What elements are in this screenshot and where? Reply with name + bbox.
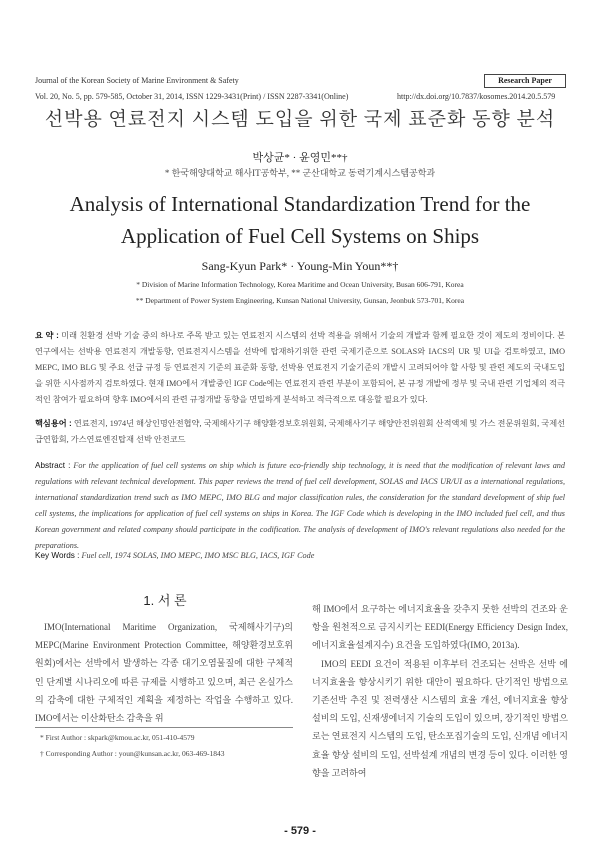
volume-info: Vol. 20, No. 5, pp. 579-585, October 31, 2014, ISSN 1229-3431(Print) / ISSN 2287-3341(Online) (35, 92, 349, 101)
keywords-en-label: Key Words : (35, 551, 80, 560)
keywords-kr-text: 연료전지, 1974년 해상인명안전협약, 국제해사기구 해양환경보호위원회, 국제해사기구 해양안전위원회 산적액체 및 가스 전문위원회, 국제선급연합회, 가스연료엔진탑재 선박 안전코드 (35, 419, 566, 444)
korean-affiliation: * 한국해양대학교 해사IT공학부, ** 군산대학교 동력기계시스템공학과 (164, 168, 436, 178)
right-paragraph-2: IMO의 EEDI 요건이 적용된 이후부터 건조되는 선박은 선박 에너지효율을 향상시키기 위한 대안이 필요하다. 단기적인 방법으로 기존선박 추진 및 전력생산 시스템의 효율 개선, 에너지효율 향상 설비의 도입, 신재생에너지 기술의 도입이 있으며, 장기적인 방법으로는 연료전지 시스템의 도입, 탄소포집기술의 도입, 신개념 에너지효율 향상 설비의 도입, 선박설계 개념의 변경 등이 있다. 이러한 영향을 고려하여 (312, 658, 568, 778)
right-paragraph-1: 해 IMO에서 요구하는 에너지효율을 갖추지 못한 선박의 건조와 운항을 원천적으로 금지시키는 EEDI(Energy Efficiency Design Index, 에너지효율설계지수) 요건을 도입하였다(IMO, 2013a). (312, 604, 568, 651)
english-keywords (35, 548, 565, 564)
research-paper-badge: Research Paper (484, 74, 566, 88)
doi-link[interactable]: http://dx.doi.org/10.7837/kosomes.2014.20.5.579 (397, 92, 556, 101)
korean-authors: 박상균* · 윤영민**† (252, 152, 348, 164)
page-number: - 579 - (284, 825, 316, 837)
korean-summary (35, 328, 565, 408)
footnote-corresponding-author: † Corresponding Author : youn@kunsan.ac.kr, 063-469-1843 (40, 749, 225, 758)
summary-text: 미래 친환경 선박 기술 중의 하나로 주목 받고 있는 연료전지 시스템의 선박 적용을 위해서 기술의 개발과 함께 필요한 것이 제도의 정비이다. 본 연구에서는 선박용 연료전지 개발동향, 연료전지시스템을 선박에 탑재하기위한 관련 국제기준으로 SOLAS와 IACS의 UR 및 UI을 검토하였고, IMO MEPC, IMO BLG 및 주요 선급 규정 등 연료전지 기준의 표준화 동향, 선박용 연료전지 기술기준의 개발시 고려되어야 할 사항 및 관련 제도의 국내도입을 위한 시사점까지 검토하였다. 현재 IMO에서 개발중인 IGF Code에는 연료전지 관련 부분이 포함되어, 본 규정 개발에 정부 및 국내 관련 기업체의 적극적인 참여가 필요하며 향후 IMO에서의 관련 규정개발 동향을 면밀하게 분석하고 적극적으로 대응할 필요가 있다. (35, 331, 565, 404)
journal-name: Journal of the Korean Society of Marine Environment & Safety (35, 76, 239, 85)
affiliation-1: * Division of Marine Information Technology, Korea Maritime and Ocean University, Busan 606-791, Korea (136, 280, 464, 289)
abstract-text: For the application of fuel cell systems on ship which is future eco-friendly ship technology, it is need that the modification of relevant laws and regulations with relevant technical development. This paper reviews the trend of fuel cell development, SOLAS and IACS UR/UI as a international regulations, international standardization trend such as IMO MEPC, IMO BLG and major classification rules, the consideration for the standard development of ship fuel cell systems, the implications for application of fuel cell systems on ships in Korea. The IGF Code which is developing in the IMO included fuel cell, and thus Korean government and related company should participate in the codification. The analysis of development of IMO's relevant regulations also needed for the preparations. (35, 461, 565, 550)
left-column-text: IMO(International Maritime Organization, 국제해사기구)의 MEPC(Marine Environment Protection Committee, 해양환경보호위원회)에서는 선박에서 발생하는 각종 대기오염물질에 대한 구체적인 단계별 시나리오에 따른 규제를 시행하고 있으며, 최근 온실가스의 감축에 대한 구체적인 계획을 제정하는 작업을 수행하고 있다. IMO에서는 이산화탄소 감축을 위 (35, 622, 293, 724)
footnote-first-author: * First Author : skpark@kmou.ac.kr, 051-410-4579 (40, 733, 195, 742)
footnote-divider (35, 727, 293, 728)
english-title: Analysis of International Standardization Trend for the Application of Fuel Cell Systems on Ships (69, 192, 531, 248)
section-heading: 1. 서 론 (143, 593, 187, 608)
english-abstract (35, 458, 565, 554)
english-authors: Sang-Kyun Park* · Young-Min Youn**† (201, 259, 399, 273)
affiliation-2: ** Department of Power System Engineering, Kunsan National University, Gunsan, Jeonbuk 573-701, Korea (135, 296, 465, 305)
keywords-en-text: Fuel cell, 1974 SOLAS, IMO MEPC, IMO MSC BLG, IACS, IGF Code (81, 551, 315, 560)
korean-title: 선박용 연료전지 시스템 도입을 위한 국제 표준화 동향 분석 (44, 109, 556, 130)
summary-label: 요 약 : (35, 331, 59, 340)
abstract-label: Abstract : (35, 461, 71, 470)
korean-keywords (35, 416, 565, 448)
right-column (312, 600, 568, 782)
keywords-kr-label: 핵심용어 : (35, 419, 72, 428)
